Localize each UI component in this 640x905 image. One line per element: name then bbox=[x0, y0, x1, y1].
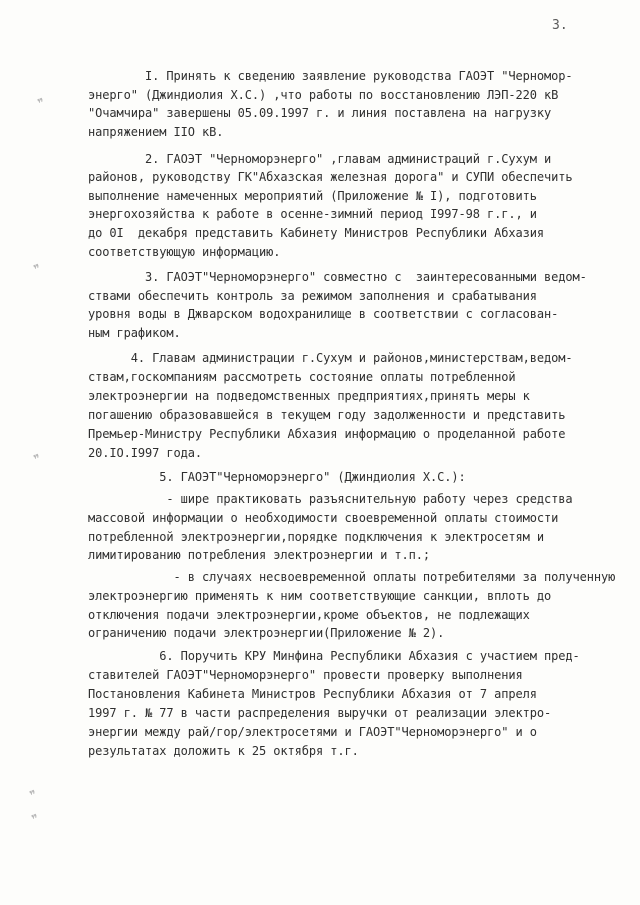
staple-hole-mark: ❞ bbox=[29, 811, 41, 827]
text-line: 2. ГАОЭТ "Черноморэнерго" ,главам администраций г.Сухум и bbox=[88, 152, 552, 166]
text-line: Премьер-Министру Республики Абхазия информацию о проделанной работе bbox=[88, 427, 566, 441]
text-line: - шире практиковать разъяснительную работу через средства bbox=[88, 492, 573, 506]
text-line: "Очамчира" завершены 05.09.1997 г. и линия поставлена на нагрузку bbox=[88, 106, 552, 120]
text-line: I. Принять к сведению заявление руководства ГАОЭТ "Черномор- bbox=[88, 69, 573, 83]
text-line: ставителей ГАОЭТ"Черноморэнерго" провести проверку выполнения bbox=[88, 668, 523, 682]
text-line: 5. ГАОЭТ"Черноморэнерго" (Джиндиолия Х.С.): bbox=[88, 470, 466, 484]
text-line: электроэнергии на подведомственных предприятиях,принять меры к bbox=[88, 389, 530, 403]
staple-hole-mark: ❞ bbox=[27, 787, 39, 803]
text-line: ствам,госкомпаниям рассмотреть состояние оплаты потребленной bbox=[88, 370, 516, 384]
text-line: до 0I декабря представить Кабинету Министров Республики Абхазия bbox=[88, 226, 544, 240]
text-line: массовой информации о необходимости своевременной оплаты стоимости bbox=[88, 511, 559, 525]
text-line: Постановления Кабинета Министров Республики Абхазия от 7 апреля bbox=[88, 687, 537, 701]
text-line: соответствующую информацию. bbox=[88, 245, 281, 259]
text-line: энергохозяйства к работе в осенне-зимний период I997-98 г.г., и bbox=[88, 207, 537, 221]
text-line: энергии между рай/гор/электросетями и ГАОЭТ"Черноморэнерго" и о bbox=[88, 725, 537, 739]
text-line: уровня воды в Джварском водохранилище в соответствии с согласован- bbox=[88, 307, 559, 321]
text-line: 20.IO.I997 года. bbox=[88, 446, 202, 460]
page-number: 3. bbox=[552, 18, 568, 33]
text-line: погашению образовавшейся в текущем году задолженности и представить bbox=[88, 408, 566, 422]
text-line: ограничению подачи электроэнергии(Приложение № 2). bbox=[88, 626, 445, 640]
text-line: результатах доложить к 25 октября т.г. bbox=[88, 744, 359, 758]
text-line: ным графиком. bbox=[88, 326, 181, 340]
text-line: отключения подачи электроэнергии,кроме объектов, не подлежащих bbox=[88, 608, 530, 622]
staple-hole-mark: ❞ bbox=[31, 261, 43, 277]
text-line: электроэнергию применять к ним соответствующие санкции, вплоть до bbox=[88, 589, 552, 603]
staple-hole-mark: ❞ bbox=[35, 95, 47, 111]
text-line: районов, руководству ГК"Абхазская железная дорога" и СУПИ обеспечить bbox=[88, 170, 573, 184]
text-line: 3. ГАОЭТ"Черноморэнерго" совместно с заинтересованными ведом- bbox=[88, 270, 587, 284]
text-line: ствами обеспечить контроль за режимом заполнения и срабатывания bbox=[88, 289, 537, 303]
text-line: потребленной электроэнергии,порядке подключения к электросетям и bbox=[88, 530, 544, 544]
text-line: напряжением IIO кВ. bbox=[88, 125, 224, 139]
text-line: энерго" (Джиндиолия Х.С.) ,что работы по восстановлению ЛЭП-220 кВ bbox=[88, 88, 559, 102]
text-line: лимитированию потребления электроэнергии и т.п.; bbox=[88, 548, 430, 562]
text-line: - в случаях несвоевременной оплаты потребителями за полученную bbox=[88, 570, 616, 584]
text-line: выполнение намеченных мероприятий (Приложение № I), подготовить bbox=[88, 189, 537, 203]
text-line: 4. Главам администрации г.Сухум и районов,министерствам,ведом- bbox=[88, 351, 573, 365]
text-line: 6. Поручить КРУ Минфина Республики Абхазия с участием пред- bbox=[88, 649, 580, 663]
staple-hole-mark: ❞ bbox=[31, 451, 43, 467]
text-line: 1997 г. № 77 в части распределения выручки от реализации электро- bbox=[88, 706, 552, 720]
